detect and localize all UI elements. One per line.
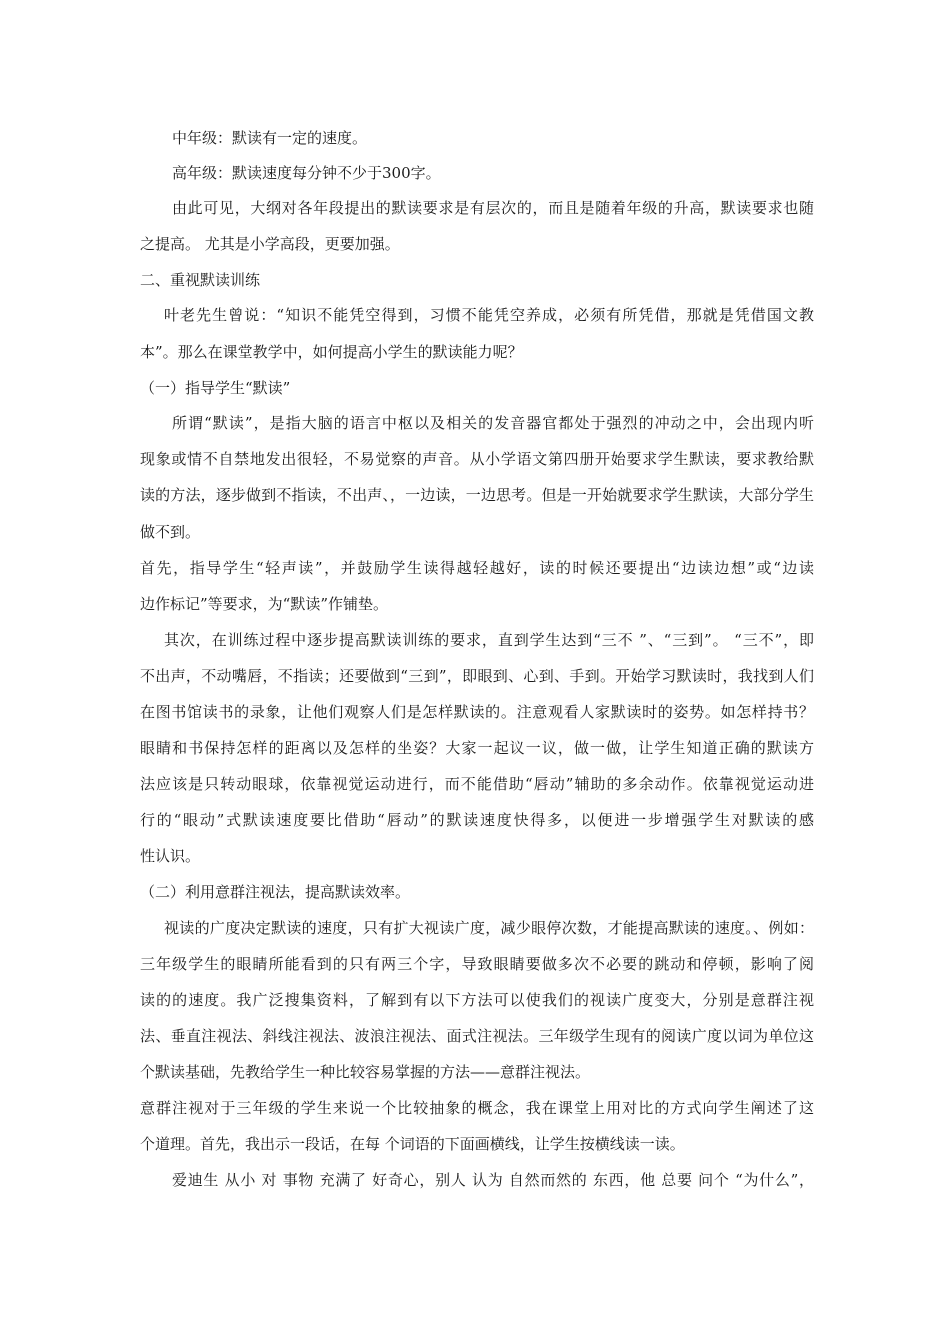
text-line: 在图书馆读书的录象，让他们观察人们是怎样默读的。注意观看人家默读时的姿势。如怎样持书？ (140, 703, 814, 721)
text-line: 所谓“默读”，是指大脑的语言中枢以及相关的发音器官都处于强烈的冲动之中，会出现内听 (172, 414, 814, 432)
text-line: 做不到。 (140, 523, 201, 541)
text-line: 由此可见，大纲对各年段提出的默读要求是有层次的，而且是随着年级的升高，默读要求也随 (172, 199, 814, 217)
section-heading: 二、重视默读训练 (140, 271, 261, 289)
text-line: 首先，指导学生“轻声读”，并鼓励学生读得越轻越好，读的时候还要提出“边读边想”或“边读 (140, 559, 814, 577)
text-line: 高年级：默读速度每分钟不少于300字。 (172, 164, 441, 182)
text-line: 现象或情不自禁地发出很轻，不易觉察的声音。从小学语文第四册开始要求学生默读，要求教给默 (140, 450, 814, 468)
text-line: 读的方法，逐步做到不指读，不出声、，一边读，一边思考。但是一开始就要求学生默读，大部分学生 (140, 486, 814, 504)
text-line: 个默读基础，先教给学生一种比较容易掌握的方法——意群注视法。 (140, 1063, 591, 1081)
text-line: 之提高。 尤其是小学高段，更要加强。 (140, 235, 400, 253)
text-line: 法应该是只转动眼球，依靠视觉运动进行，而不能借助“唇动”辅助的多余动作。依靠视觉运动进 (140, 775, 814, 793)
text-line: 本”。那么在课堂教学中，如何提高小学生的默读能力呢？ (140, 343, 523, 361)
text-line: 法、垂直注视法、斜线注视法、波浪注视法、面式注视法。三年级学生现有的阅读广度以词为单位这 (140, 1027, 814, 1045)
text-line: 个道理。首先，我出示一段话，在每 个词语的下面画横线，让学生按横线读一读。 (140, 1135, 685, 1153)
text-line: 中年级：默读有一定的速度。 (172, 129, 368, 147)
subsection-heading: （二）利用意群注视法，提高默读效率。 (140, 883, 411, 901)
text-line: 性认识。 (140, 847, 201, 865)
text-line: 其次，在训练过程中逐步提高默读训练的要求，直到学生达到“三不 ”、“三到”。 “三不”，即 (164, 631, 814, 649)
text-line: 不出声，不动嘴唇，不指读；还要做到“三到”，即眼到、心到、手到。开始学习默读时，我找到人们 (140, 667, 814, 685)
subsection-heading: （一）指导学生“默读” (140, 379, 291, 397)
text-line: 视读的广度决定默读的速度，只有扩大视读广度，减少眼停次数，才能提高默读的速度。、例如： (164, 919, 814, 937)
text-line: 叶老先生曾说：“知识不能凭空得到，习惯不能凭空养成，必须有所凭借，那就是凭借国文教 (164, 306, 814, 324)
text-line: 读的的速度。我广泛搜集资料，了解到有以下方法可以使我们的视读广度变大，分别是意群注视 (140, 991, 814, 1009)
text-line: 边作标记”等要求，为“默读”作铺垫。 (140, 595, 389, 613)
text-line: 三年级学生的眼睛所能看到的只有两三个字，导致眼睛要做多次不必要的跳动和停顿，影响了阅 (140, 955, 814, 973)
text-line: 行的“眼动”式默读速度要比借助“唇动”的默读速度快得多，以便进一步增强学生对默读的感 (140, 811, 814, 829)
text-line: 眼睛和书保持怎样的距离以及怎样的坐姿？大家一起议一议，做一做，让学生知道正确的默读方 (140, 739, 814, 757)
text-line: 意群注视对于三年级的学生来说一个比较抽象的概念，我在课堂上用对比的方式向学生阐述了这 (140, 1099, 814, 1117)
text-line: 爱迪生 从小 对 事物 充满了 好奇心，别人 认为 自然而然的 东西，他 总要 问个 “为什么”， (172, 1171, 814, 1189)
